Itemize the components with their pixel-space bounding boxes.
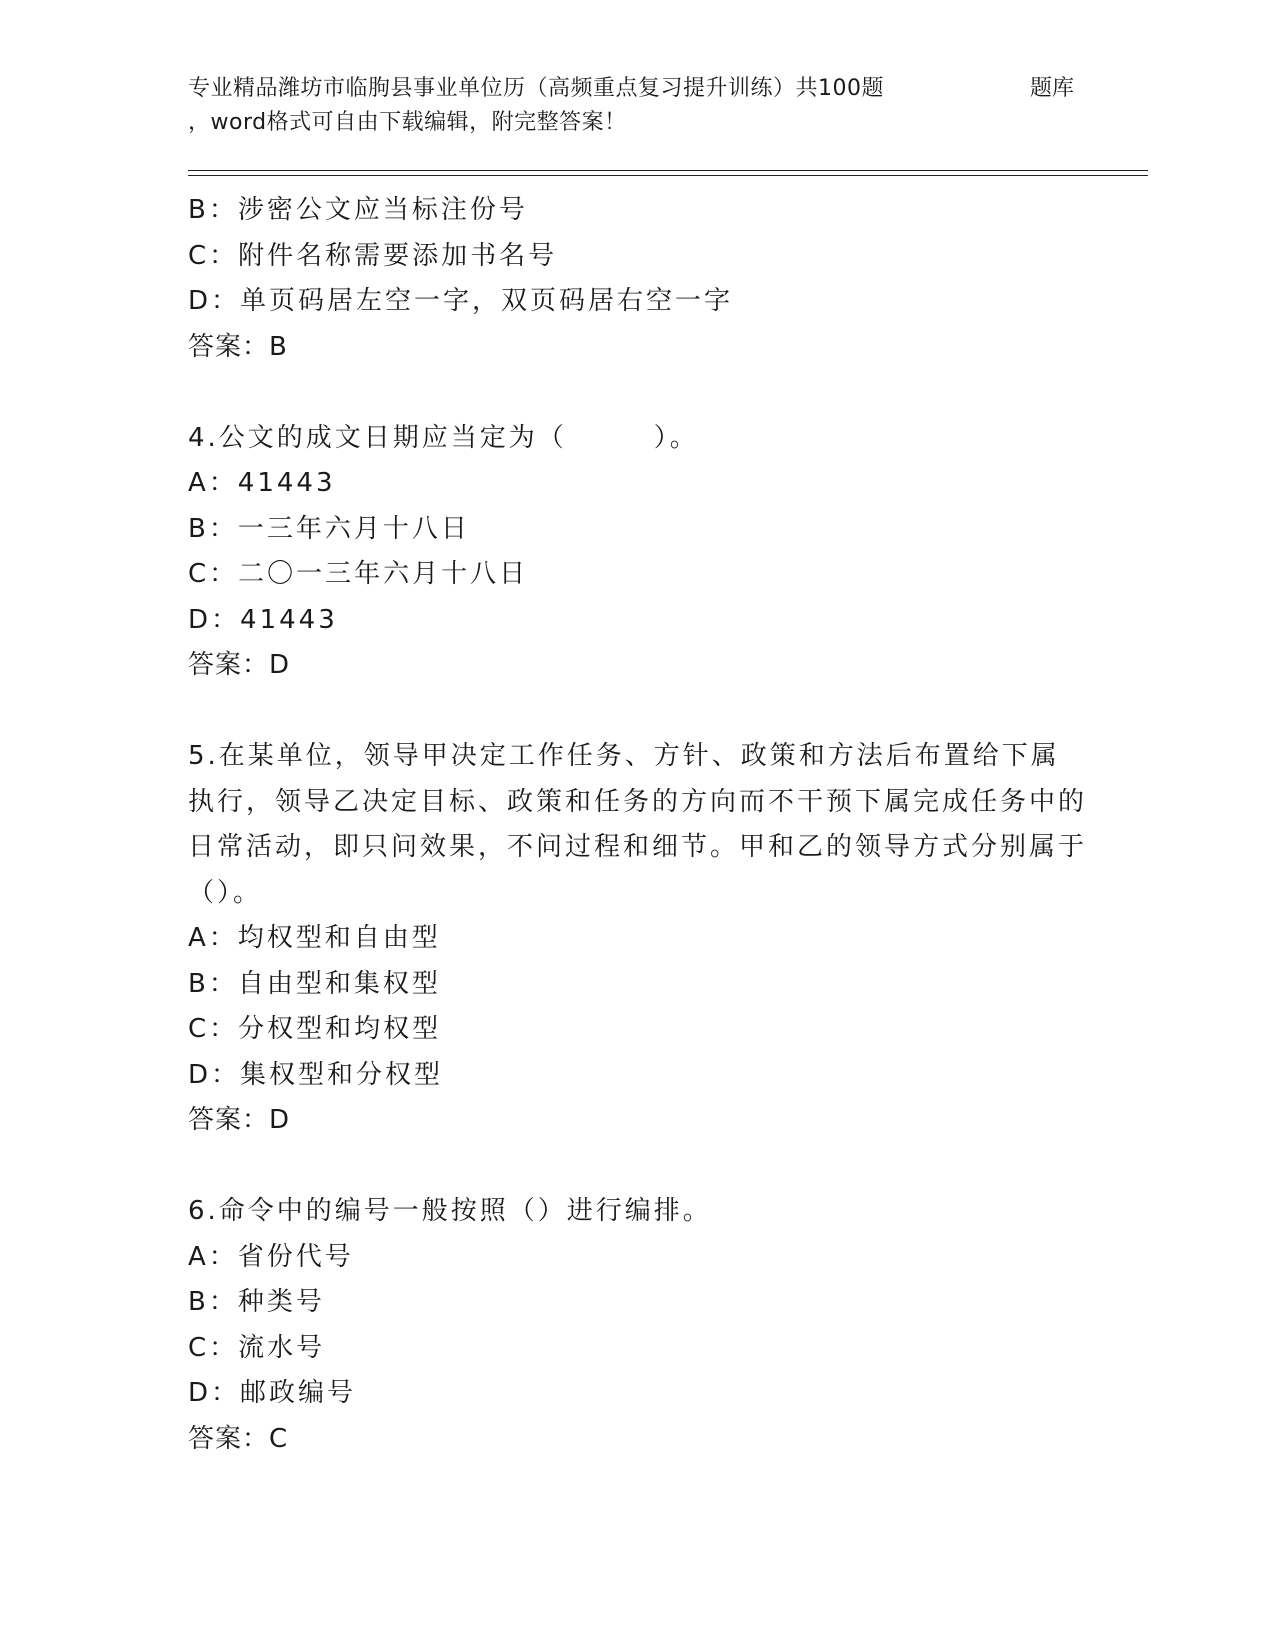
option-d: D：集权型和分权型 [188, 1059, 444, 1090]
option-c: C：二〇一三年六月十八日 [188, 559, 529, 589]
option-d: D：41443 [188, 604, 338, 635]
header-divider-bottom [188, 175, 1148, 176]
option-b: B：自由型和集权型 [188, 968, 441, 999]
option-c: C：附件名称需要添加书名号 [188, 240, 558, 271]
question-spacer [188, 689, 1088, 735]
question-block-6 [188, 1189, 1088, 1462]
question-spacer [188, 1144, 1088, 1190]
option-d: D：单页码居左空一字，双页码居右空一字 [188, 286, 734, 316]
question-block-4 [188, 416, 1088, 689]
option-b: B：涉密公文应当标注份号 [188, 195, 528, 225]
option-b: B：一三年六月十八日 [188, 513, 470, 544]
question-block-partial [188, 188, 1088, 370]
header-tag: 题库 [1030, 76, 1075, 101]
option-a: A：省份代号 [188, 1241, 354, 1272]
option-a: A：均权型和自由型 [188, 923, 441, 953]
document-subtitle: ，word格式可自由下载编辑，附完整答案！ [188, 110, 627, 135]
answer-line: 答案：D [188, 650, 291, 680]
document-title: 专业精品潍坊市临朐县事业单位历（高频重点复习提升训练）共100题 [188, 76, 884, 101]
option-c: C：分权型和均权型 [188, 1014, 442, 1044]
answer-line: 答案：B [188, 331, 288, 362]
option-b: B：种类号 [188, 1287, 325, 1317]
question-stem: 4.公文的成文日期应当定为（ ）。 [188, 422, 699, 453]
answer-line: 答案：D [188, 1105, 291, 1135]
option-c: C：流水号 [188, 1332, 326, 1363]
question-stem: 5.在某单位，领导甲决定工作任务、方针、政策和方法后布置给下属执行，领导乙决定目标、政策和任务的方向而不干预下属完成任务中的日常活动，即只问效果，不问过程和细节。甲和乙的领导方式分别属于（）。 [188, 741, 1088, 908]
question-spacer [188, 370, 1088, 416]
question-list [188, 188, 1088, 1462]
question-block-5 [188, 734, 1088, 1144]
header-divider-top [188, 170, 1148, 171]
answer-line: 答案：C [188, 1423, 289, 1454]
option-a: A：41443 [188, 468, 336, 498]
question-stem: 6.命令中的编号一般按照（）进行编排。 [188, 1196, 712, 1226]
page-header [188, 72, 1148, 142]
option-d: D：邮政编号 [188, 1378, 357, 1408]
